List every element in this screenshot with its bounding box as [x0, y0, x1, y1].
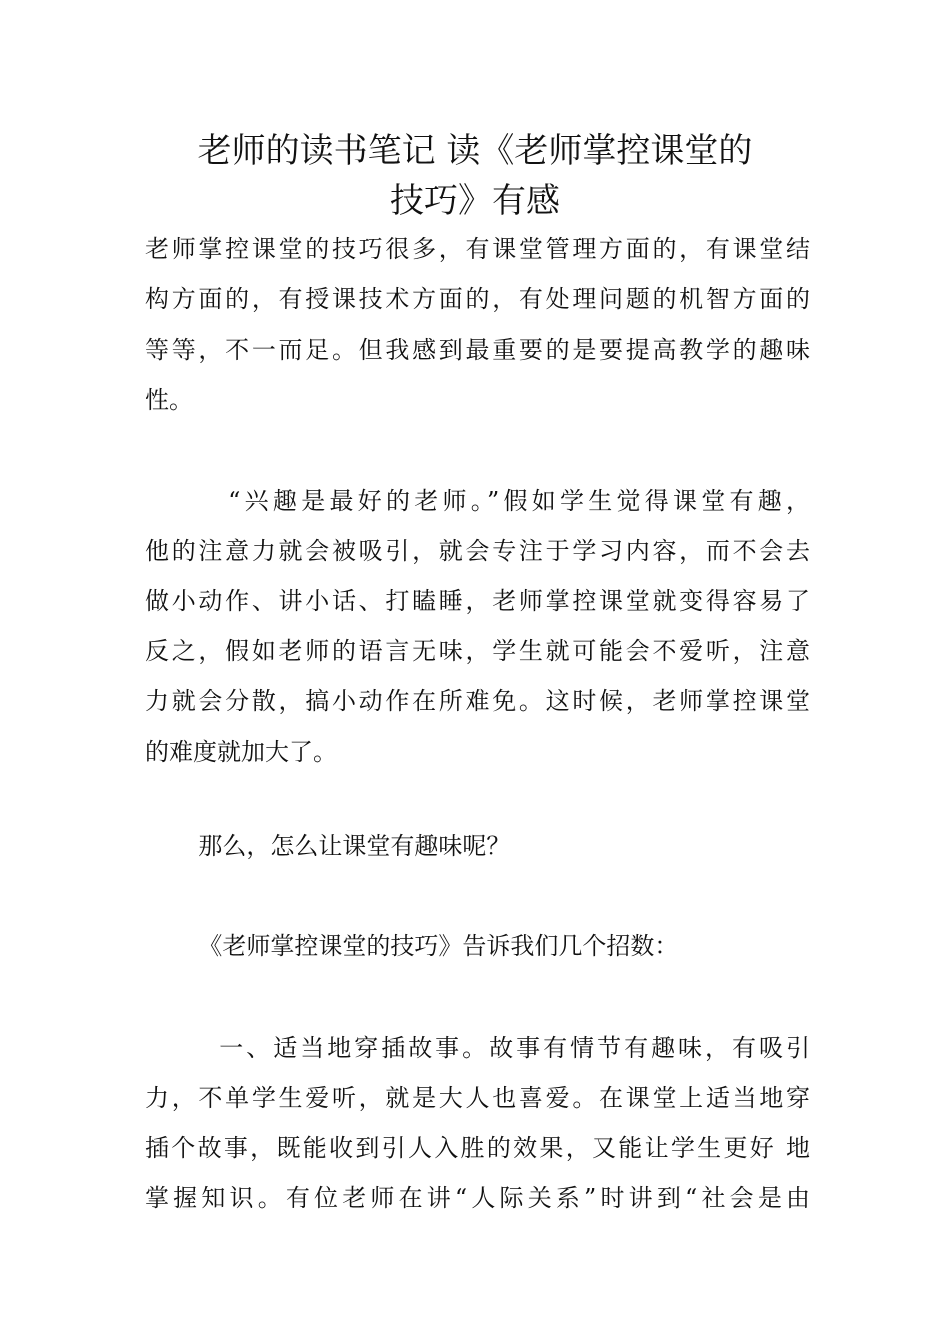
- paragraph-2-line-3: 做小动作、讲小话、打瞌睡，老师掌控课堂就变得容易了: [145, 587, 810, 615]
- paragraph-2-line-6: 的难度就加大了。: [145, 738, 337, 766]
- document-title-line-2: 技巧》有感: [390, 181, 560, 221]
- paragraph-2-line-5: 力就会分散，搞小动作在所难免。这时候，老师掌控课堂: [145, 687, 810, 715]
- paragraph-1-line-1: 老师掌控课堂的技巧很多，有课堂管理方面的，有课堂结: [145, 235, 810, 263]
- paragraph-5-line-2: 力，不单学生爱听，就是大人也喜爱。在课堂上适当地穿: [145, 1084, 810, 1112]
- document-title-line-1: 老师的读书笔记 读《老师掌控课堂的: [197, 131, 753, 171]
- paragraph-5-line-3: 插个故事，既能收到引人入胜的效果，又能让学生更好 地: [145, 1134, 810, 1162]
- paragraph-4-line-1: 《老师掌控课堂的技巧》告诉我们几个招数：: [145, 932, 679, 960]
- paragraph-3-line-1: 那么，怎么让课堂有趣味呢？: [145, 832, 511, 860]
- paragraph-2-line-4: 反之，假如老师的语言无味，学生就可能会不爱听，注意: [145, 637, 810, 665]
- paragraph-5-line-4: 掌握知识。有位老师在讲“人际关系”时讲到“社会是由: [145, 1184, 810, 1212]
- paragraph-5-line-1: 一、适当地穿插故事。故事有情节有趣味，有吸引: [145, 1034, 810, 1062]
- paragraph-2-line-2: 他的注意力就会被吸引，就会专注于学习内容，而不会去: [145, 537, 810, 565]
- paragraph-1-line-2: 构方面的，有授课技术方面的，有处理问题的机智方面的: [145, 285, 810, 313]
- paragraph-1-line-3: 等等，不一而足。但我感到最重要的是要提高教学的趣味: [145, 336, 810, 364]
- paragraph-1-line-4: 性。: [145, 386, 193, 414]
- paragraph-2-line-1: “兴趣是最好的老师。”假如学生觉得课堂有趣，: [145, 487, 810, 515]
